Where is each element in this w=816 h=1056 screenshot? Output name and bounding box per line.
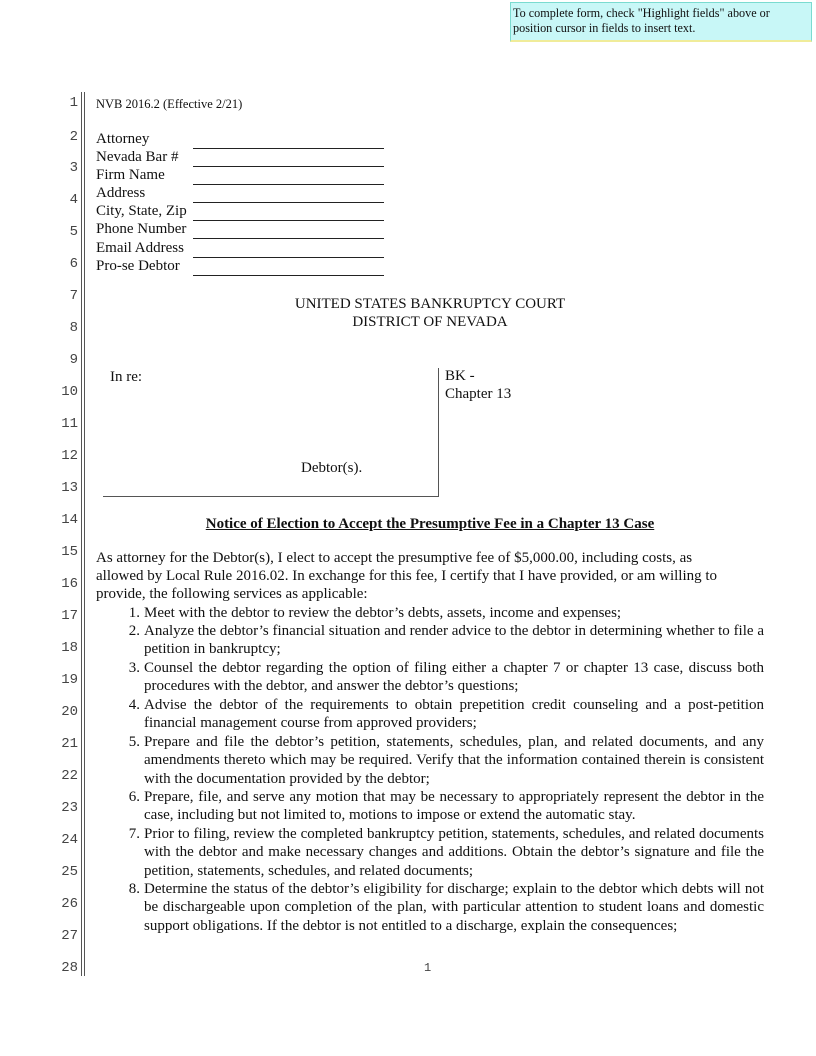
caption-divider (438, 368, 439, 496)
line-number: 18 (61, 640, 78, 656)
line-number: 10 (61, 384, 78, 400)
intro-line: provide, the following services as applicable: (96, 586, 368, 602)
court-name: UNITED STATES BANKRUPTCY COURT (294, 296, 566, 312)
field-label-pro-se: Pro-se Debtor (96, 258, 180, 274)
line-number: 28 (61, 960, 78, 976)
line-number: 15 (61, 544, 78, 560)
court-district: DISTRICT OF NEVADA (352, 314, 508, 330)
line-number: 9 (69, 352, 78, 368)
line-number: 1 (69, 95, 78, 111)
in-re-label: In re: (110, 369, 143, 385)
line-number: 20 (61, 704, 78, 720)
line-number: 2 (69, 129, 78, 145)
field-label-address: Address (96, 185, 146, 201)
service-number: 2. (128, 623, 140, 639)
service-number: 7. (128, 826, 140, 842)
intro-line: allowed by Local Rule 2016.02. In exchange for this fee, I certify that I have provided, or am willing to (96, 568, 718, 584)
service-number: 5. (128, 734, 140, 750)
service-number: 4. (128, 697, 140, 713)
service-text: Counsel the debtor regarding the option of filing either a chapter 7 or chapter 13 case, discuss both procedures with the debtor, and answer the debtor’s questions; (144, 660, 764, 695)
form-instructions-tooltip (510, 2, 812, 42)
chapter-label: Chapter 13 (445, 386, 512, 402)
service-number: 8. (128, 881, 140, 897)
bar-number-input[interactable] (193, 166, 384, 167)
line-number: 11 (61, 416, 78, 432)
service-number: 3. (128, 660, 140, 676)
service-item (118, 696, 764, 733)
intro-line: As attorney for the Debtor(s), I elect to accept the presumptive fee of $5,000.00, including costs, as (96, 550, 693, 566)
line-number: 23 (61, 800, 78, 816)
caption-underline (103, 496, 439, 497)
address-input[interactable] (193, 202, 384, 203)
service-text: Prepare and file the debtor’s petition, statements, schedules, plan, and related documents, and any amendments thereto which may be required. Verify that the information contained therein is consistent with the documentation provided by the debtor; (144, 734, 764, 787)
margin-rule (81, 92, 82, 976)
field-label-firm-name: Firm Name (96, 167, 165, 183)
debtors-label: Debtor(s). (301, 460, 363, 476)
line-number: 19 (61, 672, 78, 688)
line-number: 7 (69, 288, 78, 304)
field-label-phone: Phone Number (96, 221, 187, 237)
service-text: Advise the debtor of the requirements to obtain prepetition credit counseling and a post-petition financial management course from approved providers; (144, 697, 764, 732)
firm-name-input[interactable] (193, 184, 384, 185)
line-number: 27 (61, 928, 78, 944)
tooltip-text: To complete form, check "Highlight fields" above or position cursor in fields to insert text. (513, 6, 770, 35)
service-text: Prepare, file, and serve any motion that may be necessary to appropriately represent the debtor in the case, including but not limited to, motions to impose or extend the automatic stay. (144, 789, 764, 824)
service-item (118, 622, 764, 659)
line-number: 26 (61, 896, 78, 912)
city-state-zip-input[interactable] (193, 220, 384, 221)
line-number: 6 (69, 256, 78, 272)
email-input[interactable] (193, 257, 384, 258)
case-number-field[interactable]: BK - (445, 368, 475, 384)
service-number: 1. (128, 605, 140, 621)
attorney-input[interactable] (193, 148, 384, 149)
service-number: 6. (128, 789, 140, 805)
line-number: 22 (61, 768, 78, 784)
line-number: 25 (61, 864, 78, 880)
line-number: 13 (61, 480, 78, 496)
notice-title: Notice of Election to Accept the Presumptive Fee in a Chapter 13 Case (205, 516, 655, 532)
line-number: 24 (61, 832, 78, 848)
service-item (118, 788, 764, 825)
service-text: Prior to filing, review the completed bankruptcy petition, statements, schedules, and related documents with the debtor and make necessary changes and additions. Obtain the debtor’s signature and file the petition, statements, schedules, and related documents; (144, 826, 764, 879)
line-number: 16 (61, 576, 78, 592)
service-item (118, 880, 764, 935)
field-label-city-state-zip: City, State, Zip (96, 203, 187, 219)
service-text: Analyze the debtor’s financial situation and render advice to the debtor in determining whether to file a petition in bankruptcy; (144, 623, 764, 658)
page-number: 1 (424, 961, 432, 975)
line-number: 5 (69, 224, 78, 240)
pro-se-input[interactable] (193, 275, 384, 276)
line-number: 14 (61, 512, 78, 528)
service-item (118, 733, 764, 788)
service-text: Determine the status of the debtor’s eligibility for discharge; explain to the debtor which debts will not be dischargeable upon completion of the plan, with particular attention to student loans and domestic support obligations. If the debtor is not entitled to a discharge, explain the consequences; (144, 881, 764, 934)
service-text: Meet with the debtor to review the debtor’s debts, assets, income and expenses; (144, 605, 622, 621)
line-number: 12 (61, 448, 78, 464)
form-code: NVB 2016.2 (Effective 2/21) (96, 97, 243, 111)
line-number: 3 (69, 160, 78, 176)
field-label-bar-number: Nevada Bar # (96, 149, 179, 165)
margin-rule (84, 92, 85, 976)
phone-input[interactable] (193, 238, 384, 239)
line-number: 17 (61, 608, 78, 624)
line-number: 4 (69, 192, 78, 208)
service-item (118, 825, 764, 880)
field-label-attorney: Attorney (96, 131, 150, 147)
field-label-email: Email Address (96, 240, 184, 256)
line-number: 8 (69, 320, 78, 336)
line-number: 21 (61, 736, 78, 752)
service-item (118, 659, 764, 696)
service-item (118, 604, 764, 622)
